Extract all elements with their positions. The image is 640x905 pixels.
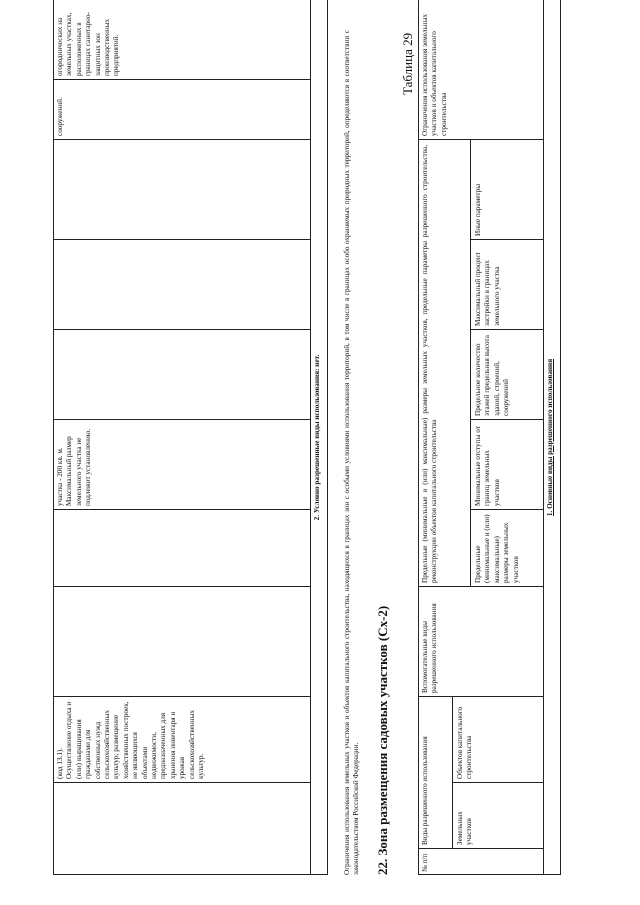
upper-section-caption: 2. Условно разрешенные виды использования: нет. xyxy=(313,354,321,521)
upper-col-sep-3 xyxy=(53,586,310,587)
header-aux: Вспомогательные виды разрешенного использования xyxy=(421,603,439,693)
lower-table-top-border xyxy=(418,0,419,875)
upper-col-sep-5 xyxy=(53,419,310,420)
lower-params-subsep-1 xyxy=(470,509,543,510)
upper-col-sep-7 xyxy=(53,239,310,240)
lower-params-split xyxy=(470,140,471,587)
header-vri: Виды разрешенного использования xyxy=(421,736,429,845)
upper-table-caption-line xyxy=(310,0,311,875)
restrictions-paragraph: Ограничения использования земельных участков и объектов капитального строительства, находящихся в границах зон с особыми условиями использования территорий, в том числе в границах особо охраняемых природных территорий, определяются в соответствии с законодательством Российской Федерации. xyxy=(343,30,361,875)
upper-col-sep-6 xyxy=(53,329,310,330)
header-sub-sizes: Предельные (минимальные и (или) максимальные) размеры земельных участков xyxy=(474,514,520,583)
lower-table-bottom-border xyxy=(560,0,561,875)
upper-col4-text: участка - 200 кв. м. Максимальный размер земельного участка не подлежит установлению. xyxy=(56,429,93,506)
header-sub-floors: Предельное количество этажей предельная высота зданий, строений, сооружений xyxy=(474,335,511,416)
lower-col-sep-3 xyxy=(418,586,543,587)
lower-params-subsep-4 xyxy=(470,239,543,240)
upper-col1-text: (код 13.1). Осуществление отдыха и (или) выращивания гражданами для собственных нужд сельскохозяйственных культур; размещение хозяйственных построек, не являющихся объектами недвижимости, предназначенных для хранения инвентаря и урожая сельскохозяйственных культур. xyxy=(56,701,206,779)
lower-section-caption: 1. Основные виды разрешенного использования xyxy=(546,358,554,517)
upper-col-sep-1 xyxy=(53,782,310,783)
lower-col-sep-4 xyxy=(418,139,543,140)
lower-col-sep-2 xyxy=(418,696,543,697)
header-limits: Ограничения использования земельных участков и объектов капитального строительства xyxy=(421,13,448,136)
section-title: 22. Зона размещения садовых участков (Сх-2) xyxy=(375,605,390,875)
lower-params-subsep-3 xyxy=(470,329,543,330)
upper-col-sep-9 xyxy=(53,79,310,80)
lower-col-sep-1 xyxy=(418,848,543,849)
header-sub-coverage: Максимальный процент застройки в границах земельного участка xyxy=(474,252,501,326)
lower-table-left-border xyxy=(418,874,560,875)
table-label: Таблица 29 xyxy=(400,32,415,95)
upper-table-left-border xyxy=(53,874,328,875)
header-params: Предельные (минимальные и (или) максимальные) размеры земельных участков, предельные параметры разрешенного строительства, реконструкции объектов капитального строительства xyxy=(421,145,439,583)
upper-col-sep-4 xyxy=(53,509,310,510)
upper-col8-text: сооружений. xyxy=(56,97,64,136)
header-vri-land: Земельных участков xyxy=(456,811,474,845)
header-vri-oks: Объектов капитального строительства xyxy=(456,706,474,779)
header-num: № п/п xyxy=(421,853,429,872)
lower-params-subsep-2 xyxy=(470,419,543,420)
upper-col9-text: огороднических на земельных участках, расположенных в границах санитарно-защитных зон производственных предприятий. xyxy=(56,12,121,76)
upper-col-sep-8 xyxy=(53,139,310,140)
upper-col-sep-2 xyxy=(53,696,310,697)
lower-vri-split xyxy=(452,697,453,849)
lower-table-caption-line xyxy=(543,0,544,875)
upper-table-top-border xyxy=(53,0,54,875)
header-sub-setbacks: Минимальные отступы от границ земельных участков xyxy=(474,426,501,506)
lower-vri-subsep xyxy=(452,782,543,783)
header-sub-other: Иные параметры xyxy=(474,183,482,236)
upper-table-bottom-border xyxy=(327,0,328,875)
